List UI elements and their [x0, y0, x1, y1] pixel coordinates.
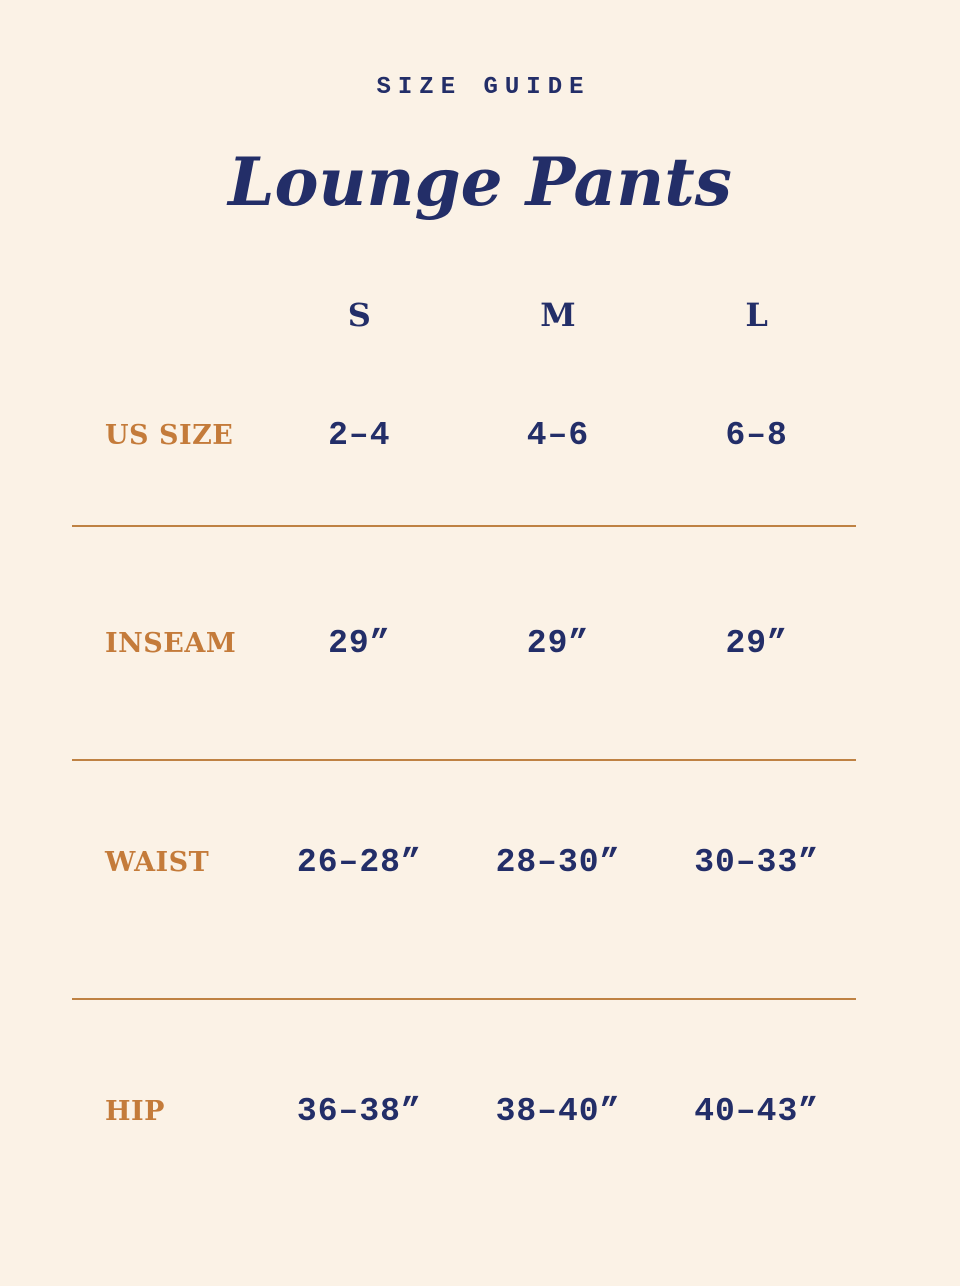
us-size-value-m: 4–6 [526, 416, 590, 454]
column-header-s: S [347, 296, 371, 334]
inseam-value-m: 29” [526, 624, 590, 662]
table-row-us-size [72, 345, 856, 525]
table-row-hip [72, 1000, 856, 1286]
size-guide-eyebrow: SIZE GUIDE [376, 74, 591, 101]
waist-value-m: 28–30” [495, 844, 621, 881]
row-label-waist: WAIST [105, 847, 210, 878]
waist-value-s: 26–28” [296, 844, 422, 881]
page-title: Lounge Pants [228, 143, 732, 221]
column-header-l: L [745, 296, 768, 334]
hip-value-m: 38–40” [495, 1092, 621, 1130]
us-size-value-l: 6–8 [725, 416, 788, 454]
us-size-value-s: 2–4 [328, 416, 391, 454]
row-label-us-size: US SIZE [105, 419, 234, 451]
column-header-m: M [540, 296, 576, 334]
size-table-header-row [72, 285, 856, 345]
inseam-value-s: 29” [328, 624, 391, 662]
row-label-inseam: INSEAM [105, 627, 237, 659]
table-row-inseam [72, 527, 856, 759]
row-label-hip: HIP [105, 1095, 165, 1127]
size-table [72, 285, 856, 1286]
hip-value-s: 36–38” [296, 1092, 422, 1130]
waist-value-l: 30–33” [694, 844, 820, 881]
hip-value-l: 40–43” [694, 1092, 820, 1130]
table-row-waist [72, 761, 856, 998]
inseam-value-l: 29” [725, 624, 788, 662]
